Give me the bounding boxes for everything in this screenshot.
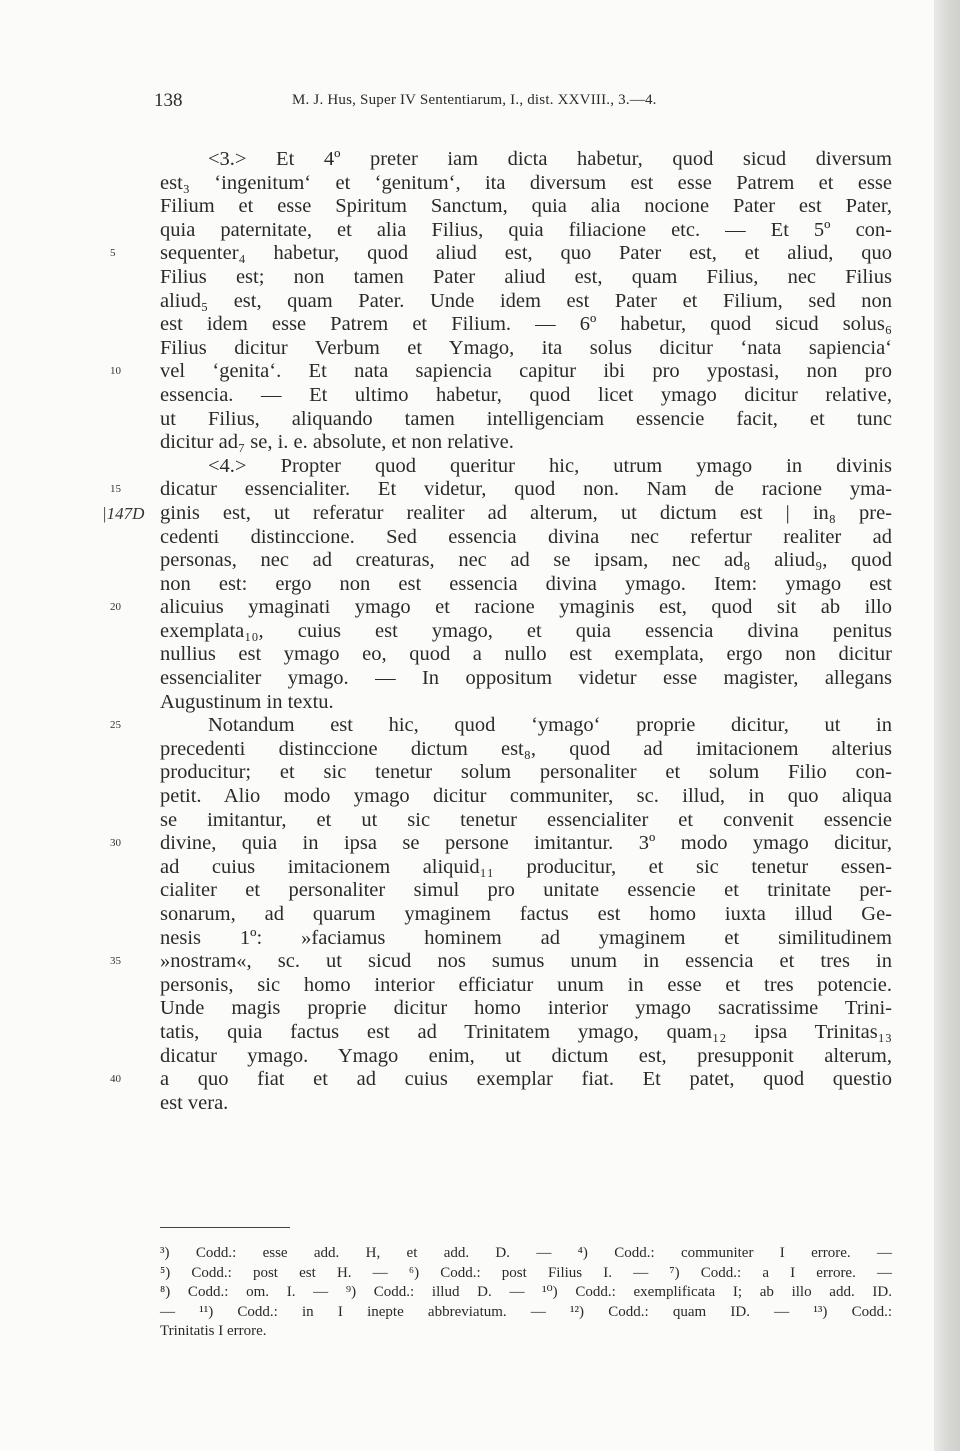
text-line bbox=[110, 360, 892, 384]
line-text: personis, sic homo interior efficiatur unum in esse et tres potencie. bbox=[160, 973, 892, 996]
line-text: dicatur ymago. Ymago enim, ut dictum est, presupponit alterum, bbox=[160, 1044, 892, 1067]
text-line bbox=[110, 714, 892, 738]
text-line bbox=[160, 431, 892, 455]
line-text: ut Filius, aliquando tamen intelligenciam essencie facit, et tunc bbox=[160, 407, 892, 430]
line-number: 10 bbox=[110, 365, 121, 378]
text-line bbox=[110, 596, 892, 620]
text-line bbox=[160, 620, 892, 644]
line-text: Augustinum in textu. bbox=[160, 690, 334, 713]
text-line bbox=[160, 337, 892, 361]
line-text: vel ‘genita‘. Et nata sapiencia capitur ibi pro ypostasi, non pro bbox=[160, 360, 892, 383]
line-text: Notandum est hic, quod ‘ymago‘ proprie dicitur, ut in bbox=[208, 714, 892, 737]
text-line bbox=[160, 974, 892, 998]
text-line bbox=[160, 573, 892, 597]
text-line bbox=[160, 313, 892, 337]
text-line bbox=[160, 691, 892, 715]
line-text: essencia. — Et ultimo habetur, quod licet ymago dicitur relative, bbox=[160, 383, 892, 406]
text-line bbox=[110, 478, 892, 502]
line-text: ad cuius imitacionem aliquid₁₁ producitur, et sic tenetur essen- bbox=[160, 855, 892, 878]
folio-marker: |147D bbox=[102, 503, 145, 523]
footnotes bbox=[160, 1244, 892, 1342]
text-line bbox=[160, 172, 892, 196]
line-text: essencialiter ymago. — In oppositum videtur esse magister, allegans bbox=[160, 667, 892, 690]
text-line bbox=[160, 1021, 892, 1045]
line-text: alicuius ymaginati ymago et racione ymaginis est, quod sit ab illo bbox=[160, 596, 892, 619]
footnote-rule bbox=[160, 1227, 290, 1228]
text-line bbox=[160, 927, 892, 951]
line-text: est vera. bbox=[160, 1091, 229, 1114]
text-line bbox=[160, 1045, 892, 1069]
line-text: cialiter et personaliter simul pro unitate essencie et trinitate per- bbox=[160, 879, 892, 902]
text-line bbox=[160, 219, 892, 243]
line-text: Filium et esse Spiritum Sanctum, quia alia nocione Pater est Pater, bbox=[160, 195, 892, 218]
footnote-line: ⁸) Codd.: om. I. — ⁹) Codd.: illud D. — ¹⁰) Codd.: exemplificata I; ab illo add. ID. bbox=[160, 1284, 892, 1300]
line-number: 40 bbox=[110, 1073, 121, 1086]
line-number: 30 bbox=[110, 837, 121, 850]
line-text: exemplata₁₀, cuius est ymago, et quia essencia divina penitus bbox=[160, 619, 892, 642]
text-line bbox=[160, 667, 892, 691]
line-number: 20 bbox=[110, 601, 121, 614]
text-line bbox=[160, 809, 892, 833]
footnote-line: ⁵) Codd.: post est H. — ⁶) Codd.: post Filius I. — ⁷) Codd.: a I errore. — bbox=[160, 1264, 892, 1281]
footnote-line: — ¹¹) Codd.: in I inepte abbreviatum. — ¹²) Codd.: quam ID. — ¹³) Codd.: bbox=[160, 1303, 892, 1320]
line-text: Filius dicitur Verbum et Ymago, ita solus dicitur ‘nata sapiencia‘ bbox=[160, 336, 892, 359]
page-edge-shadow bbox=[934, 0, 960, 1451]
line-text: se imitantur, et ut sic tenetur essencialiter et convenit essencie bbox=[160, 808, 892, 831]
line-text: producitur; et sic tenetur solum personaliter et solum Filio con- bbox=[160, 761, 892, 784]
line-text: quia paternitate, et alia Filius, quia filiacione etc. — Et 5º con- bbox=[160, 218, 892, 241]
text-line bbox=[160, 266, 892, 290]
line-text: dicatur essencialiter. Et videtur, quod non. Nam de racione yma- bbox=[160, 478, 892, 501]
text-line bbox=[160, 549, 892, 573]
line-text: non est: ergo non est essencia divina ymago. Item: ymago est bbox=[160, 572, 892, 595]
text-line bbox=[110, 832, 892, 856]
text-line bbox=[102, 501, 892, 526]
line-text: nesis 1º: »faciamus hominem ad ymaginem et similitudinem bbox=[160, 926, 892, 949]
text-line bbox=[160, 526, 892, 550]
text-line bbox=[160, 997, 892, 1021]
running-title: M. J. Hus, Super IV Sententiarum, I., dist. XXVIII., 3.—4. bbox=[292, 92, 657, 108]
text-line bbox=[160, 384, 892, 408]
page-number: 138 bbox=[154, 90, 183, 111]
line-text: petit. Alio modo ymago dicitur communiter, sc. illud, in quo aliqua bbox=[160, 785, 892, 808]
line-text: Unde magis proprie dicitur homo interior ymago sacratissime Trini- bbox=[160, 997, 892, 1020]
line-text: est₃ ‘ingenitum‘ et ‘genitum‘, ita diversum est esse Patrem et esse bbox=[160, 171, 892, 194]
line-text: cedenti distinccione. Sed essencia divina nec refertur realiter ad bbox=[160, 525, 892, 548]
text-line bbox=[160, 195, 892, 219]
main-text bbox=[102, 148, 892, 1115]
line-text: est idem esse Patrem et Filium. — 6º habetur, quod sicud solus₆ bbox=[160, 313, 892, 336]
text-line bbox=[160, 761, 892, 785]
text-line bbox=[160, 408, 892, 432]
line-text: personas, nec ad creaturas, nec ad se ipsam, nec ad₈ aliud₉, quod bbox=[160, 549, 892, 572]
line-number: 15 bbox=[110, 483, 121, 496]
line-text: tatis, quia factus est ad Trinitatem ymago, quam₁₂ ipsa Trinitas₁₃ bbox=[160, 1020, 892, 1043]
line-text: <4.> Propter quod queritur hic, utrum ymago in divinis bbox=[208, 454, 892, 477]
line-text: sonarum, ad quarum ymaginem factus est homo iuxta illud Ge- bbox=[160, 903, 892, 925]
text-line bbox=[110, 950, 892, 974]
page-header bbox=[154, 90, 894, 114]
line-number: 35 bbox=[110, 955, 121, 968]
line-text: aliud₅ est, quam Pater. Unde idem est Pater et Filium, sed non bbox=[160, 289, 892, 312]
line-text: divine, quia in ipsa se persone imitantur. 3º modo ymago dicitur, bbox=[160, 832, 892, 855]
text-line bbox=[110, 242, 892, 266]
footnote-line: ³) Codd.: esse add. H, et add. D. — ⁴) Codd.: communiter I errore. — bbox=[160, 1245, 892, 1261]
line-text: a quo fiat et ad cuius exemplar fiat. Et patet, quod questio bbox=[160, 1068, 892, 1091]
text-line bbox=[160, 455, 892, 479]
text-line bbox=[160, 643, 892, 667]
text-line bbox=[160, 290, 892, 314]
text-line bbox=[160, 1092, 892, 1116]
line-text: sequenter₄ habetur, quod aliud est, quo Pater est, et aliud, quo bbox=[160, 242, 892, 265]
text-line bbox=[160, 856, 892, 880]
line-text: precedenti distinccione dictum est₈, quod ad imitacionem alterius bbox=[160, 737, 892, 760]
line-text: <3.> Et 4º preter iam dicta habetur, quod sicud diversum bbox=[208, 148, 892, 170]
text-line bbox=[160, 879, 892, 903]
line-number: 25 bbox=[110, 719, 121, 732]
line-text: »nostram«, sc. ut sicud nos sumus unum in essencia et tres in bbox=[160, 950, 892, 973]
line-text: nullius est ymago eo, quod a nullo est exemplata, ergo non dicitur bbox=[160, 643, 892, 666]
line-text: Filius est; non tamen Pater aliud est, quam Filius, nec Filius bbox=[160, 265, 892, 288]
text-line bbox=[160, 738, 892, 762]
footnote-line: Trinitatis I errore. bbox=[160, 1323, 267, 1339]
line-text: ginis est, ut referatur realiter ad alterum, ut dictum est | in₈ pre- bbox=[160, 501, 892, 524]
line-text: dicitur ad₇ se, i. e. absolute, et non relative. bbox=[160, 431, 514, 454]
line-number: 5 bbox=[110, 247, 116, 260]
text-line bbox=[160, 148, 892, 172]
text-line bbox=[160, 785, 892, 809]
text-line bbox=[110, 1068, 892, 1092]
text-line bbox=[160, 903, 892, 927]
